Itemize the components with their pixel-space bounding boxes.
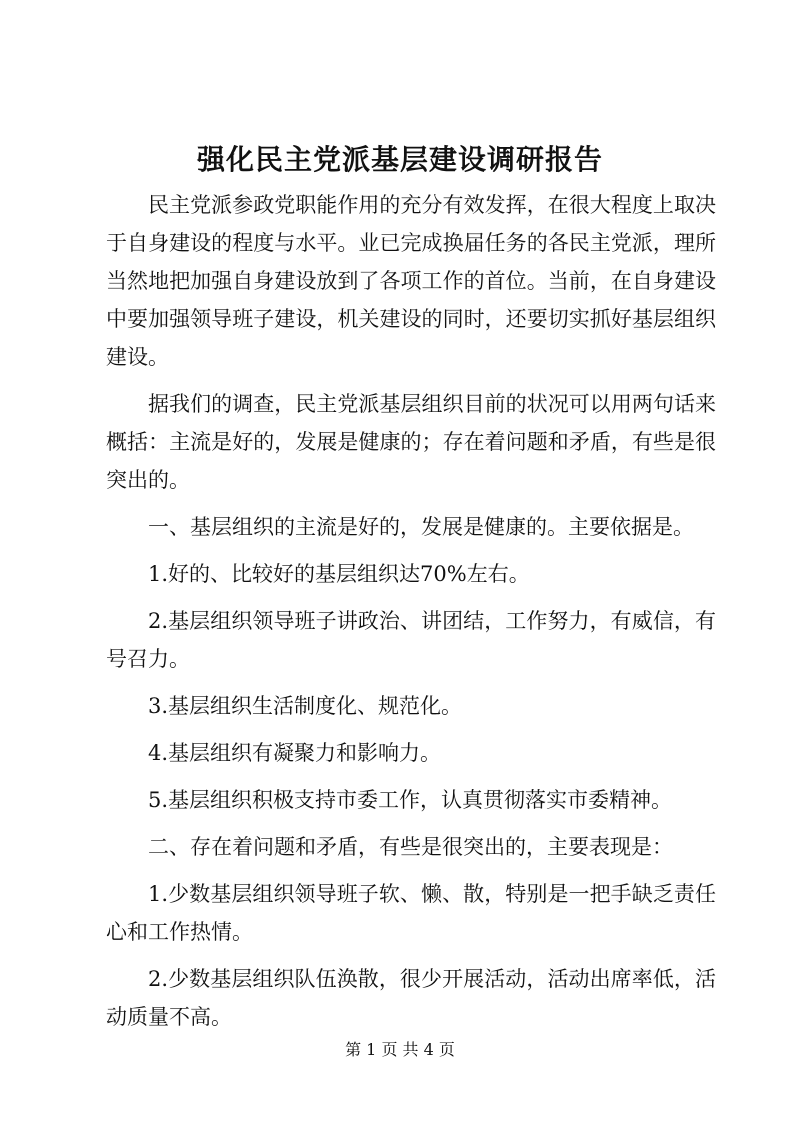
- document-body: [106, 186, 716, 1045]
- list-item: 1.少数基层组织领导班子软、懒、散，特别是一把手缺乏责任心和工作热情。: [106, 882, 716, 944]
- paragraph-intro: 民主党派参政党职能作用的充分有效发挥，在很大程度上取决于自身建设的程度与水平。业已完成换届任务的各民主党派，理所当然地把加强自身建设放到了各项工作的首位。当前，在自身建设中要加强领导班子建设，机关建设的同时，还要切实抓好基层组织建设。: [106, 193, 716, 369]
- list-item: 4.基层组织有凝聚力和影响力。: [148, 741, 442, 765]
- section-heading-one: 一、基层组织的主流是好的，发展是健康的。主要依据是。: [148, 515, 694, 539]
- paragraph-survey: 据我们的调查，民主党派基层组织目前的状况可以用两句话来概括：主流是好的，发展是健康的；存在着问题和矛盾，有些是很突出的。: [106, 392, 716, 492]
- list-item: 1.好的、比较好的基层组织达70%左右。: [148, 562, 530, 586]
- document-title: 强化民主党派基层建设调研报告: [196, 143, 603, 176]
- list-item: 2.基层组织领导班子讲政治、讲团结，工作努力，有威信，有号召力。: [106, 609, 716, 671]
- list-item: 3.基层组织生活制度化、规范化。: [148, 694, 463, 718]
- list-item: 5.基层组织积极支持市委工作，认真贯彻落实市委精神。: [148, 788, 673, 812]
- page-number-footer: 第 1 页 共 4 页: [345, 1040, 455, 1059]
- section-heading-two: 二、存在着问题和矛盾，有些是很突出的，主要表现是：: [148, 835, 673, 859]
- list-item: 2.少数基层组织队伍涣散，很少开展活动，活动出席率低，活动质量不高。: [106, 967, 716, 1029]
